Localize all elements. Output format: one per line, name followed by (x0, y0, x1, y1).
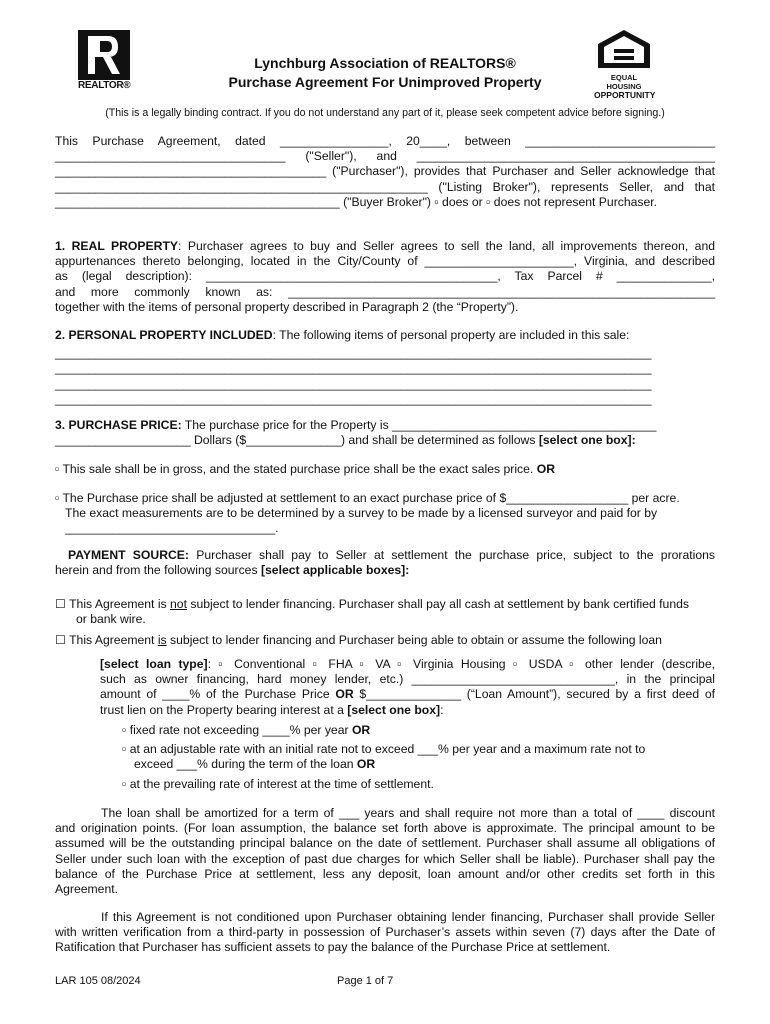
intro-line-1: This Purchase Agreement, dated ________________, 20____, between ____________________________ (55, 134, 715, 148)
s3-option-gross[interactable]: ▫ This sale shall be in gross, and the stated purchase price shall be the exact sales price. OR (55, 462, 555, 476)
loan-type-heading: [select loan type] (100, 657, 208, 671)
rate-options (122, 723, 715, 792)
s1-line-1: 1. REAL PROPERTY: Purchaser agrees to buy and Seller agrees to sell the land, all improvements thereon, and (55, 239, 715, 253)
s3-opt2-line-2: The exact measurements are to be determined by a survey to be made by a licensed surveyor and paid for by (65, 506, 658, 521)
s1-line-2: appurtenances thereto belonging, located in the City/County of ______________________, Virginia, and described (55, 254, 715, 269)
amortization-paragraph: The loan shall be amortized for a term of ___ years and shall require not more than a total of ____ discount and origination points. (For loan assumption, the balance set forth above is approximate. The principal amount to be assumed will be the outstanding principal balance on the date of settlement. Purchaser shall assume all obligations of Seller under such loan with the exception of past due charges for which Seller shall be liable). Purchaser shall pay the balance of the Purchase Price at settlement, less any deposit, loan amount and/or other credits set forth in this Agreement. (55, 806, 715, 897)
realtor-logo (78, 30, 130, 94)
form-title: Purchase Agreement For Unimproved Property (228, 74, 542, 90)
loan-type-block (100, 657, 715, 718)
s2-blank-line[interactable]: ________________________________________________________________________________________ (55, 346, 652, 361)
s3-line-2: ____________________ Dollars ($______________) and shall be determined as follows [select one box]: (55, 433, 636, 448)
s3-option-per-acre[interactable] (55, 491, 715, 537)
s3-line-1: 3. PURCHASE PRICE: The purchase price for the Property is _______________________________________ (55, 418, 657, 432)
eho-text-2: OPPORTUNITY (594, 90, 656, 100)
s3-heading: 3. PURCHASE PRICE: (55, 418, 182, 432)
eho-text-1: EQUAL HOUSING (606, 73, 642, 91)
verification-paragraph: If this Agreement is not conditioned upon Purchaser obtaining lender financing, Purchaser shall provide Seller with written verification from a third-party in possession of Purchaser’s assets within seven (7) days after the Date of Ratification that Purchaser has sufficient assets to pay the balance of the Purchase Price at settlement. (55, 910, 715, 955)
intro-line-4: _______________________________________________________ ("Listing Broker"), represents Seller, and that (55, 179, 715, 194)
s1-line-3: as (legal description): ___________________________________________, Tax Parcel # ______________, (55, 269, 715, 284)
rate-option-prevailing[interactable]: ▫ at the prevailing rate of interest at the time of settlement. (122, 776, 434, 791)
loan-type-line-2: such as owner financing, hard money lender, etc.) ______________________________, in the principal (100, 672, 715, 687)
intro-line-2: __________________________________ ("Seller"), and ____________________________________________ (55, 149, 715, 164)
page-number: Page 1 of 7 (337, 975, 394, 987)
document-title (150, 54, 620, 92)
intro-line-5: __________________________________________ ("Buyer Broker") ▫ does or ▫ does not represent Purchaser. (55, 194, 658, 209)
legal-notice: (This is a legally binding contract. If you do not understand any part of it, please seek competent advice before signing.) (105, 107, 665, 119)
checkbox-subject-financing[interactable]: ☐ This Agreement is subject to lender financing and Purchaser being able to obtain or assume the following loan (55, 633, 662, 647)
payment-heading: PAYMENT SOURCE: (68, 548, 189, 562)
equal-housing-house-icon (594, 28, 654, 70)
section-purchase-price (55, 418, 715, 448)
payment-source (55, 548, 715, 578)
rate-option-adjustable[interactable]: ▫ at an adjustable rate with an initial rate not to exceed ___% per year and a maximum rate not to (122, 742, 646, 757)
s3-opt2-line-1: ▫ The Purchase price shall be adjusted at settlement to an exact purchase price of $__________________ per acre. (55, 491, 680, 505)
rate-option-fixed[interactable]: ▫ fixed rate not exceeding ____% per year OR (122, 723, 371, 737)
org-name: Lynchburg Association of REALTORS® (254, 55, 516, 71)
payment-line-1: PAYMENT SOURCE: Purchaser shall pay to Seller at settlement the purchase price, subject to the prorations (68, 548, 715, 562)
s2-blank-line[interactable]: ________________________________________________________________________________________ (55, 361, 652, 376)
form-id: LAR 105 08/2024 (55, 975, 141, 987)
loan-type-line-1[interactable]: [select loan type]: ▫ Conventional ▫ FHA ▫ VA ▫ Virginia Housing ▫ USDA ▫ other lender (describe, (100, 657, 715, 671)
s1-line-4: and more commonly known as: _______________________________________________________________ (55, 284, 715, 299)
s2-line-1: 2. PERSONAL PROPERTY INCLUDED: The following items of personal property are included in this sale: (55, 328, 630, 342)
loan-type-line-3: amount of ____% of the Purchase Price OR $______________ (“Loan Amount”), secured by a first deed of (100, 687, 716, 702)
checkbox-not-subject-financing[interactable]: ☐ This Agreement is not subject to lender financing. Purchaser shall pay all cash at settlement by bank certified funds or bank wire. (55, 597, 689, 627)
s2-blank-line[interactable]: ________________________________________________________________________________________ (55, 376, 652, 391)
rate-option-adjustable-cont: exceed ___% during the term of the loan OR (134, 757, 376, 772)
realtor-logo-text: REALTOR® (78, 80, 131, 91)
s3-opt2-line-3: _______________________________. (65, 521, 279, 536)
s1-heading: 1. REAL PROPERTY (55, 239, 179, 253)
s2-blank-line[interactable]: ________________________________________________________________________________________ (55, 391, 652, 406)
s1-line-5: together with the items of personal property described in Paragraph 2 (the “Property”). (55, 299, 519, 314)
section-personal-property (55, 328, 715, 407)
s2-heading: 2. PERSONAL PROPERTY INCLUDED (55, 328, 273, 342)
payment-line-2: herein and from the following sources [select applicable boxes]: (55, 563, 410, 578)
intro-paragraph (55, 134, 715, 210)
section-real-property (55, 239, 715, 315)
equal-housing-logo (594, 28, 656, 100)
loan-type-line-4: trust lien on the Property bearing interest at a [select one box]: (100, 702, 444, 717)
intro-line-3: ________________________________________ ("Purchaser"), provides that Purchaser and Seller acknowledge that (55, 164, 715, 179)
